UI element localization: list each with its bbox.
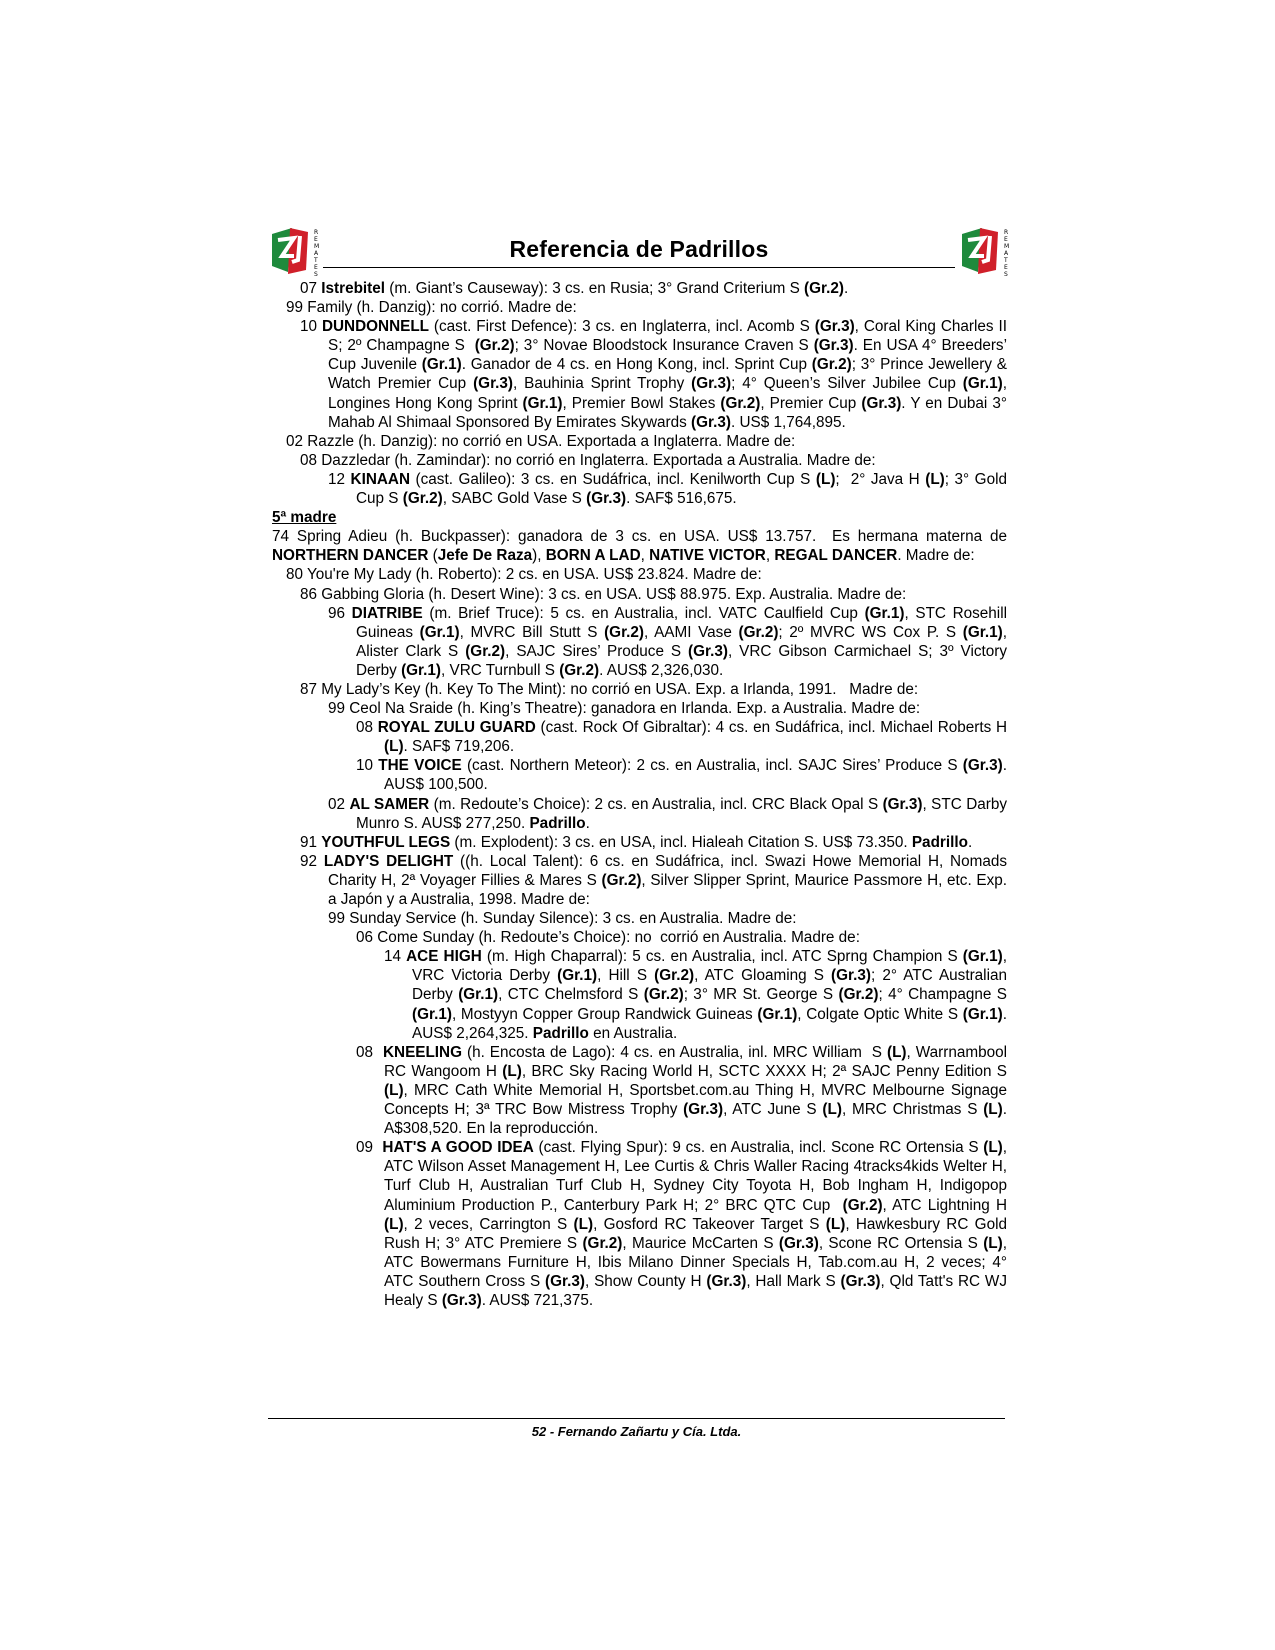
svg-text:M: M xyxy=(314,243,320,250)
svg-text:S: S xyxy=(314,271,318,276)
pedigree-entry: 08 Dazzledar (h. Zamindar): no corrió en Inglaterra. Exportada a Australia. Madre de: xyxy=(300,451,876,469)
svg-text:E: E xyxy=(314,264,318,271)
pedigree-entry: 10 DUNDONNELL (cast. First Defence): 3 cs. en Inglaterra, incl. Acomb S (Gr.3), Coral King Charles II S; 2º Champagne S (Gr.2); 3° Novae Bloodstock Insurance Craven S (Gr.3). En USA 4° Breeders’ Cup Juvenile (Gr.1). Ganador de 4 cs. en Hong Kong, incl. Sprint Cup (Gr.2); 3° Prince Jewellery & Watch Premier Cup (Gr.3), Bauhinia Sprint Trophy (Gr.3); 4° Queen’s Silver Jubilee Cup (Gr.1), Longines Hong Kong Sprint (Gr.1), Premier Bowl Stakes (Gr.2), Premier Cup (Gr.3). Y en Dubai 3° Mahab Al Shimaal Sponsored By Emirates Skywards (Gr.3). US$ 1,764,895. xyxy=(300,318,1008,431)
pedigree-entry: 09 HAT'S A GOOD IDEA (cast. Flying Spur): 9 cs. en Australia, incl. Scone RC Ortensia S (L), ATC Wilson Asset Management H, Lee Curtis & Chris Waller Racing 4tracks4kids Welter H, Turf Club H, Australian Turf Club H, Sydney City Toyota H, Bob Ingham H, Indigopop Aluminium Production P., Canterbury Park H; 2° BRC QTC Cup (Gr.2), ATC Lightning H (L), 2 veces, Carrington S (L), Gosford RC Takeover Target S (L), Hawkesbury RC Gold Rush H; 3° ATC Premiere S (Gr.2), Maurice McCarten S (Gr.3), Scone RC Ortensia S (L), ATC Bowermans Furniture H, Ibis Milano Dinner Specials H, Tab.com.au H, 2 veces; 4° ATC Southern Cross S (Gr.3), Show County H (Gr.3), Hall Mark S (Gr.3), Qld Tatt's RC WJ Healy S (Gr.3). AUS$ 721,375. xyxy=(356,1139,1008,1309)
pedigree-content xyxy=(272,279,1007,1310)
zj-remates-logo-right xyxy=(958,226,1010,276)
pedigree-entry: 86 Gabbing Gloria (h. Desert Wine): 3 cs. en USA. US$ 88.975. Exp. Australia. Madre de: xyxy=(300,585,907,603)
section-heading: 5ª madre xyxy=(272,509,337,527)
pedigree-entry: 80 You're My Lady (h. Roberto): 2 cs. en USA. US$ 23.824. Madre de: xyxy=(286,566,762,584)
pedigree-entry: 99 Ceol Na Sraide (h. King’s Theatre): ganadora en Irlanda. Exp. a Australia. Madre de: xyxy=(328,700,921,718)
page-header xyxy=(268,226,1010,278)
pedigree-entry: 74 Spring Adieu (h. Buckpasser): ganadora de 3 cs. en USA. US$ 13.757. Es hermana materna de NORTHERN DANCER (Jefe De Raza), BORN A LAD, NATIVE VICTOR, REGAL DANCER. Madre de: xyxy=(272,528,1007,565)
header-divider xyxy=(323,267,955,268)
svg-text:T: T xyxy=(314,257,318,264)
pedigree-entry: 91 YOUTHFUL LEGS (m. Explodent): 3 cs. en USA, incl. Hialeah Citation S. US$ 73.350. Padrillo. xyxy=(300,833,973,851)
svg-text:S: S xyxy=(1004,271,1008,276)
pedigree-entry: 14 ACE HIGH (m. High Chaparral): 5 cs. en Australia, incl. ATC Sprng Champion S (Gr.1), VRC Victoria Derby (Gr.1), Hill S (Gr.2), ATC Gloaming S (Gr.3); 2° ATC Australian Derby (Gr.1), CTC Chelmsford S (Gr.2); 3° MR St. George S (Gr.2); 4° Champagne S (Gr.1), Mostyyn Copper Group Randwick Guineas (Gr.1), Colgate Optic White S (Gr.1). AUS$ 2,264,325. Padrillo en Australia. xyxy=(384,948,1008,1042)
pedigree-entry: 10 THE VOICE (cast. Northern Meteor): 2 cs. en Australia, incl. SAJC Sires’ Produce S (Gr.3). AUS$ 100,500. xyxy=(356,757,1007,794)
pedigree-entry: 08 KNEELING (h. Encosta de Lago): 4 cs. en Australia, inl. MRC William S (L), Warrnambool RC Wangoom H (L), BRC Sky Racing World H, SCTC XXXX H; 2ª SAJC Penny Edition S (L), MRC Cath White Memorial H, Sportsbet.com.au Thing H, MVRC Melbourne Signage Concepts H; 3ª TRC Bow Mistress Trophy (Gr.3), ATC June S (L), MRC Christmas S (L). A$308,520. En la reproducción. xyxy=(356,1043,1007,1138)
svg-text:E: E xyxy=(1004,264,1008,271)
pedigree-entry: 87 My Lady’s Key (h. Key To The Mint): no corrió en USA. Exp. a Irlanda, 1991. Madre de: xyxy=(300,680,919,698)
pedigree-entry: 02 AL SAMER (m. Redoute’s Choice): 2 cs. en Australia, incl. CRC Black Opal S (Gr.3), STC Darby Munro S. AUS$ 277,250. Padrillo. xyxy=(328,795,1007,832)
footer-divider xyxy=(268,1418,1005,1419)
pedigree-entry: 08 ROYAL ZULU GUARD (cast. Rock Of Gibraltar): 4 cs. en Sudáfrica, incl. Michael Roberts H (L). SAF$ 719,206. xyxy=(356,719,1007,756)
pedigree-entry: 07 Istrebitel (m. Giant’s Causeway): 3 cs. en Rusia; 3° Grand Criterium S (Gr.2). xyxy=(300,280,849,297)
page-title: Referencia de Padrillos xyxy=(509,236,769,262)
svg-text:A: A xyxy=(1004,250,1009,257)
pedigree-entry: 92 LADY'S DELIGHT ((h. Local Talent): 6 cs. en Sudáfrica, incl. Swazi Howe Memorial H, Nomads Charity H, 2ª Voyager Fillies & Mares S (Gr.2), Silver Slipper Sprint, Maurice Passmore H, etc. Exp. a Japón y a Australia, 1998. Madre de: xyxy=(300,852,1008,908)
svg-text:A: A xyxy=(314,250,319,257)
zj-remates-logo-left xyxy=(268,226,320,276)
pedigree-entry: 96 DIATRIBE (m. Brief Truce): 5 cs. en Australia, incl. VATC Caulfield Cup (Gr.1), STC Rosehill Guineas (Gr.1), MVRC Bill Stutt S (Gr.2), AAMI Vase (Gr.2); 2º MVRC WS Cox P. S (Gr.1), Alister Clark S (Gr.2), SAJC Sires’ Produce S (Gr.3), VRC Gibson Carmichael S; 3º Victory Derby (Gr.1), VRC Turnbull S (Gr.2). AUS$ 2,326,030. xyxy=(328,604,1007,679)
pedigree-entry: 99 Sunday Service (h. Sunday Silence): 3 cs. en Australia. Madre de: xyxy=(328,910,797,928)
pedigree-entry: 99 Family (h. Danzig): no corrió. Madre de: xyxy=(286,299,577,317)
pedigree-entry: 06 Come Sunday (h. Redoute’s Choice): no corrió en Australia. Madre de: xyxy=(356,929,860,947)
svg-text:R: R xyxy=(1004,229,1009,236)
page-footer: 52 - Fernando Zañartu y Cía. Ltda. xyxy=(531,1424,742,1439)
svg-text:E: E xyxy=(1004,236,1008,243)
svg-text:E: E xyxy=(314,236,318,243)
pedigree-entry: 02 Razzle (h. Danzig): no corrió en USA. Exportada a Inglaterra. Madre de: xyxy=(286,432,796,450)
svg-text:T: T xyxy=(1004,257,1008,264)
pedigree-entry: 12 KINAAN (cast. Galileo): 3 cs. en Sudáfrica, incl. Kenilworth Cup S (L); 2° Java H (L); 3° Gold Cup S (Gr.2), SABC Gold Vase S (Gr.3). SAF$ 516,675. xyxy=(328,470,1007,508)
svg-text:M: M xyxy=(1004,243,1010,250)
svg-text:R: R xyxy=(314,229,319,236)
